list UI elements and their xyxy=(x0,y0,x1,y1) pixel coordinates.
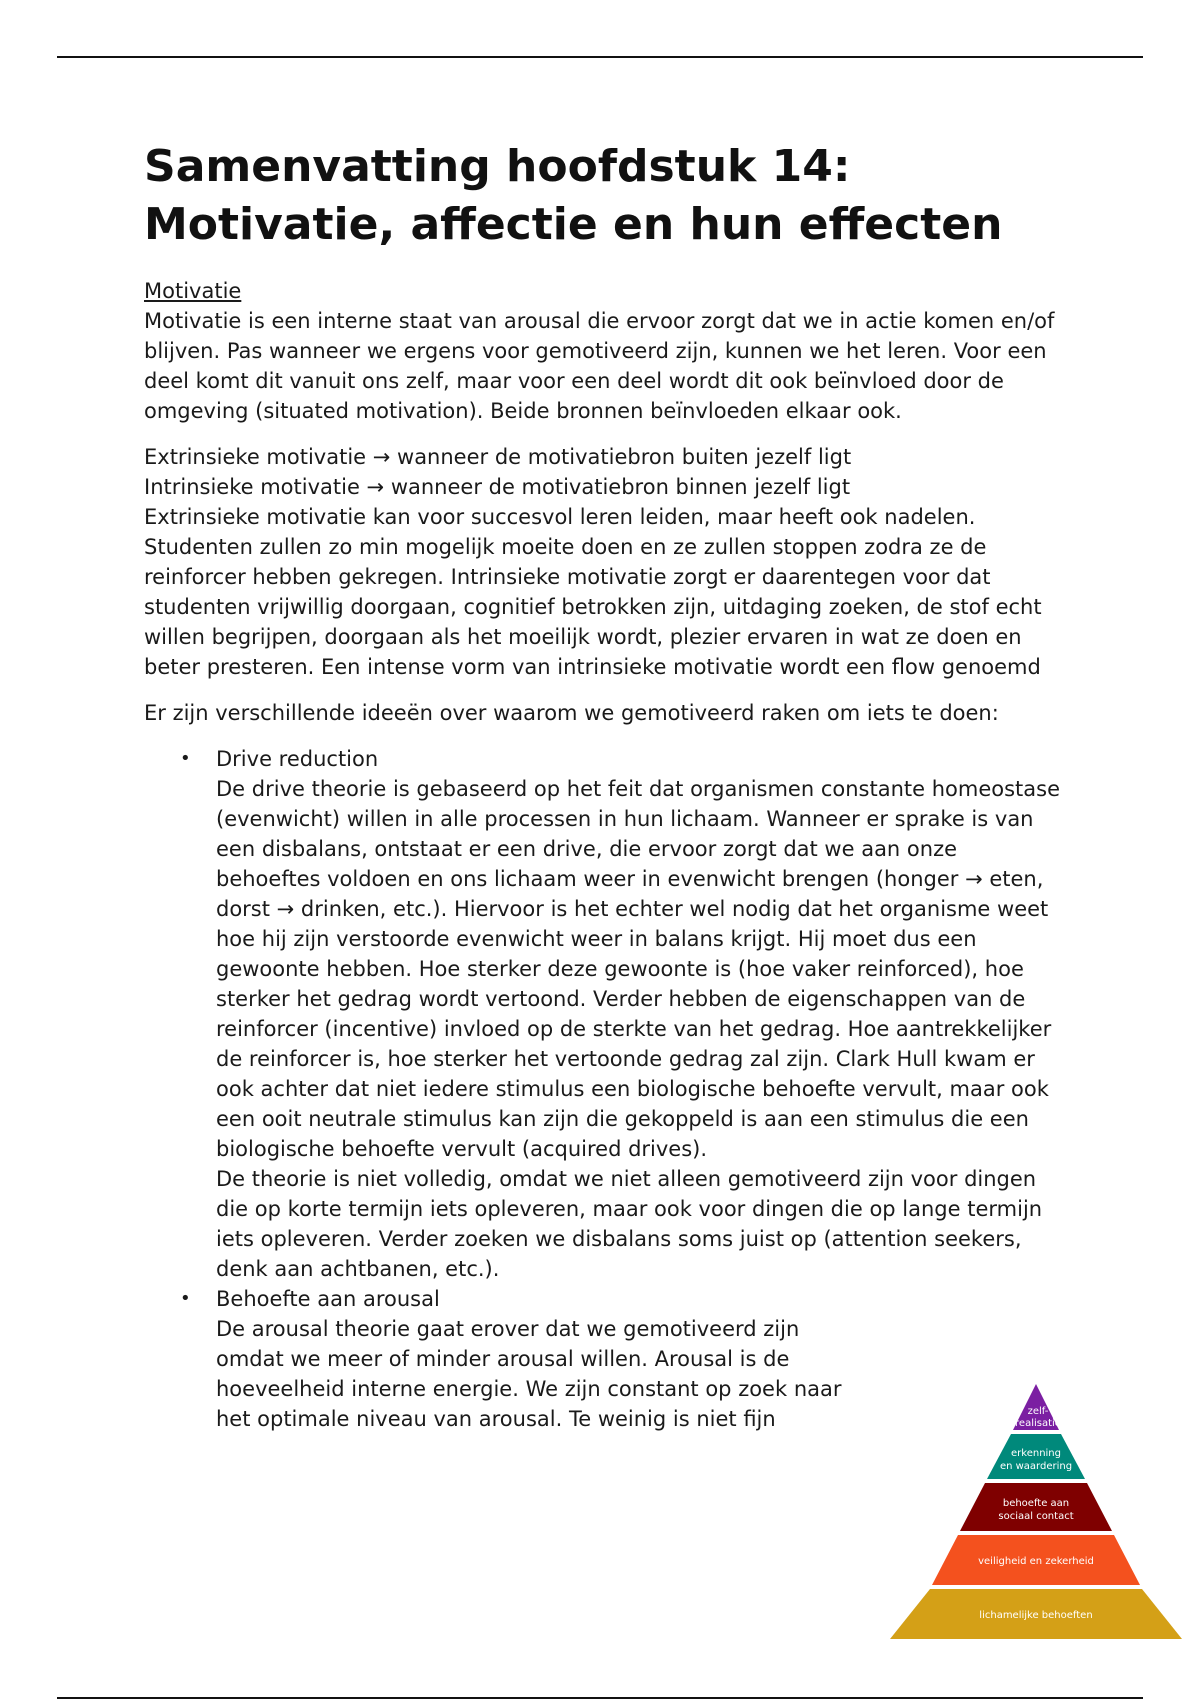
document-body xyxy=(144,138,1064,1434)
section-heading-motivatie: Motivatie xyxy=(144,279,242,303)
bullet-icon: • xyxy=(180,1288,191,1309)
page-title xyxy=(144,138,1064,254)
top-rule xyxy=(57,56,1143,58)
theory-title: Drive reduction xyxy=(216,747,379,771)
pyramid-label: lichamelijke behoeften xyxy=(979,1610,1093,1621)
definitions-block xyxy=(144,442,1064,682)
theory-body: De drive theorie is gebaseerd op het feit dat organismen constante homeostase (evenwicht) willen in alle processen in hun lichaam. Wanneer er sprake is van een disbalans, ontstaat er een drive, die ervoor zorgt dat we aan onze behoeftes voldoen en ons lichaam weer in evenwicht brengen (honger → eten, dorst → drinken, etc.). Hiervoor is het echter wel nodig dat het organisme weet hoe hij zijn verstoorde evenwicht weer in balans krijgt. Hij moet dus een gewoonte hebben. Hoe sterker deze gewoonte is (hoe vaker reinforced), hoe sterker het gedrag wordt vertoond. Verder hebben de eigenschappen van de reinforcer (incentive) invloed op de sterkte van het gedrag. Hoe aantrekkelijker de reinforcer is, hoe sterker het vertoonde gedrag zal zijn. Clark Hull kwam er ook achter dat niet iedere stimulus een biologische behoefte vervult, maar ook een ooit neutrale stimulus kan zijn die gekoppeld is aan een stimulus die een biologische behoefte vervult (acquired drives). xyxy=(216,777,1060,1161)
pyramid-label: erkenning xyxy=(1011,1448,1061,1459)
intrinsic-definition: Intrinsieke motivatie → wanneer de motivatiebron binnen jezelf ligt xyxy=(144,475,851,499)
pyramid-label: en waardering xyxy=(999,1461,1073,1472)
pyramid-label: veiligheid en zekerheid xyxy=(978,1556,1094,1567)
maslow-pyramid xyxy=(888,1382,1184,1642)
bottom-rule xyxy=(57,1697,1143,1699)
theory-title: Behoefte aan arousal xyxy=(216,1287,440,1311)
theory-body-continued: De theorie is niet volledig, omdat we niet alleen gemotiveerd zijn voor dingen die op korte termijn iets opleveren, maar ook voor dingen die op lange termijn iets opleveren. Verder zoeken we disbalans soms juist op (attention seekers, denk aan achtbanen, etc.). xyxy=(216,1167,1043,1281)
extrinsic-definition: Extrinsieke motivatie → wanneer de motivatiebron buiten jezelf ligt xyxy=(144,445,852,469)
ideas-intro: Er zijn verschillende ideeën over waarom we gemotiveerd raken om iets te doen: xyxy=(144,701,999,725)
pyramid-label: sociaal contact xyxy=(998,1511,1074,1522)
intro-paragraph: Motivatie is een interne staat van arousal die ervoor zorgt dat we in actie komen en/of blijven. Pas wanneer we ergens voor gemotiveerd zijn, kunnen we het leren. Voor een deel komt dit vanuit ons zelf, maar voor een deel wordt dit ook beïnvloed door de omgeving (situated motivation). Beide bronnen beïnvloeden elkaar ook. xyxy=(144,309,1055,423)
list-item xyxy=(144,744,1064,1284)
pyramid-label: zelf- xyxy=(1027,1406,1049,1417)
pyramid-label: behoefte aan xyxy=(1002,1498,1070,1509)
theory-list xyxy=(144,744,1064,1434)
pyramid-label: realisatie xyxy=(1015,1418,1061,1429)
theory-body: De arousal theorie gaat erover dat we gemotiveerd zijn omdat we meer of minder arousal willen. Arousal is de hoeveelheid interne energie. We zijn constant op zoek naar het optimale niveau van arousal. Te weinig is niet fijn xyxy=(216,1317,842,1431)
motivation-paragraph: Extrinsieke motivatie kan voor succesvol leren leiden, maar heeft ook nadelen. Studenten zullen zo min mogelijk moeite doen en ze zullen stoppen zodra ze de reinforcer hebben gekregen. Intrinsieke motivatie zorgt er daarentegen voor dat studenten vrijwillig doorgaan, cognitief betrokken zijn, uitdaging zoeken, de stof echt willen begrijpen, doorgaan als het moeilijk wordt, plezier ervaren in wat ze doen en beter presteren. Een intense vorm van intrinsieke motivatie wordt een flow genoemd xyxy=(144,505,1042,679)
title-line-2: Motivatie, affectie en hun effecten xyxy=(144,199,1003,250)
maslow-pyramid-graphic xyxy=(888,1382,1184,1642)
bullet-icon: • xyxy=(180,748,191,769)
title-line-1: Samenvatting hoofdstuk 14: xyxy=(144,141,851,192)
